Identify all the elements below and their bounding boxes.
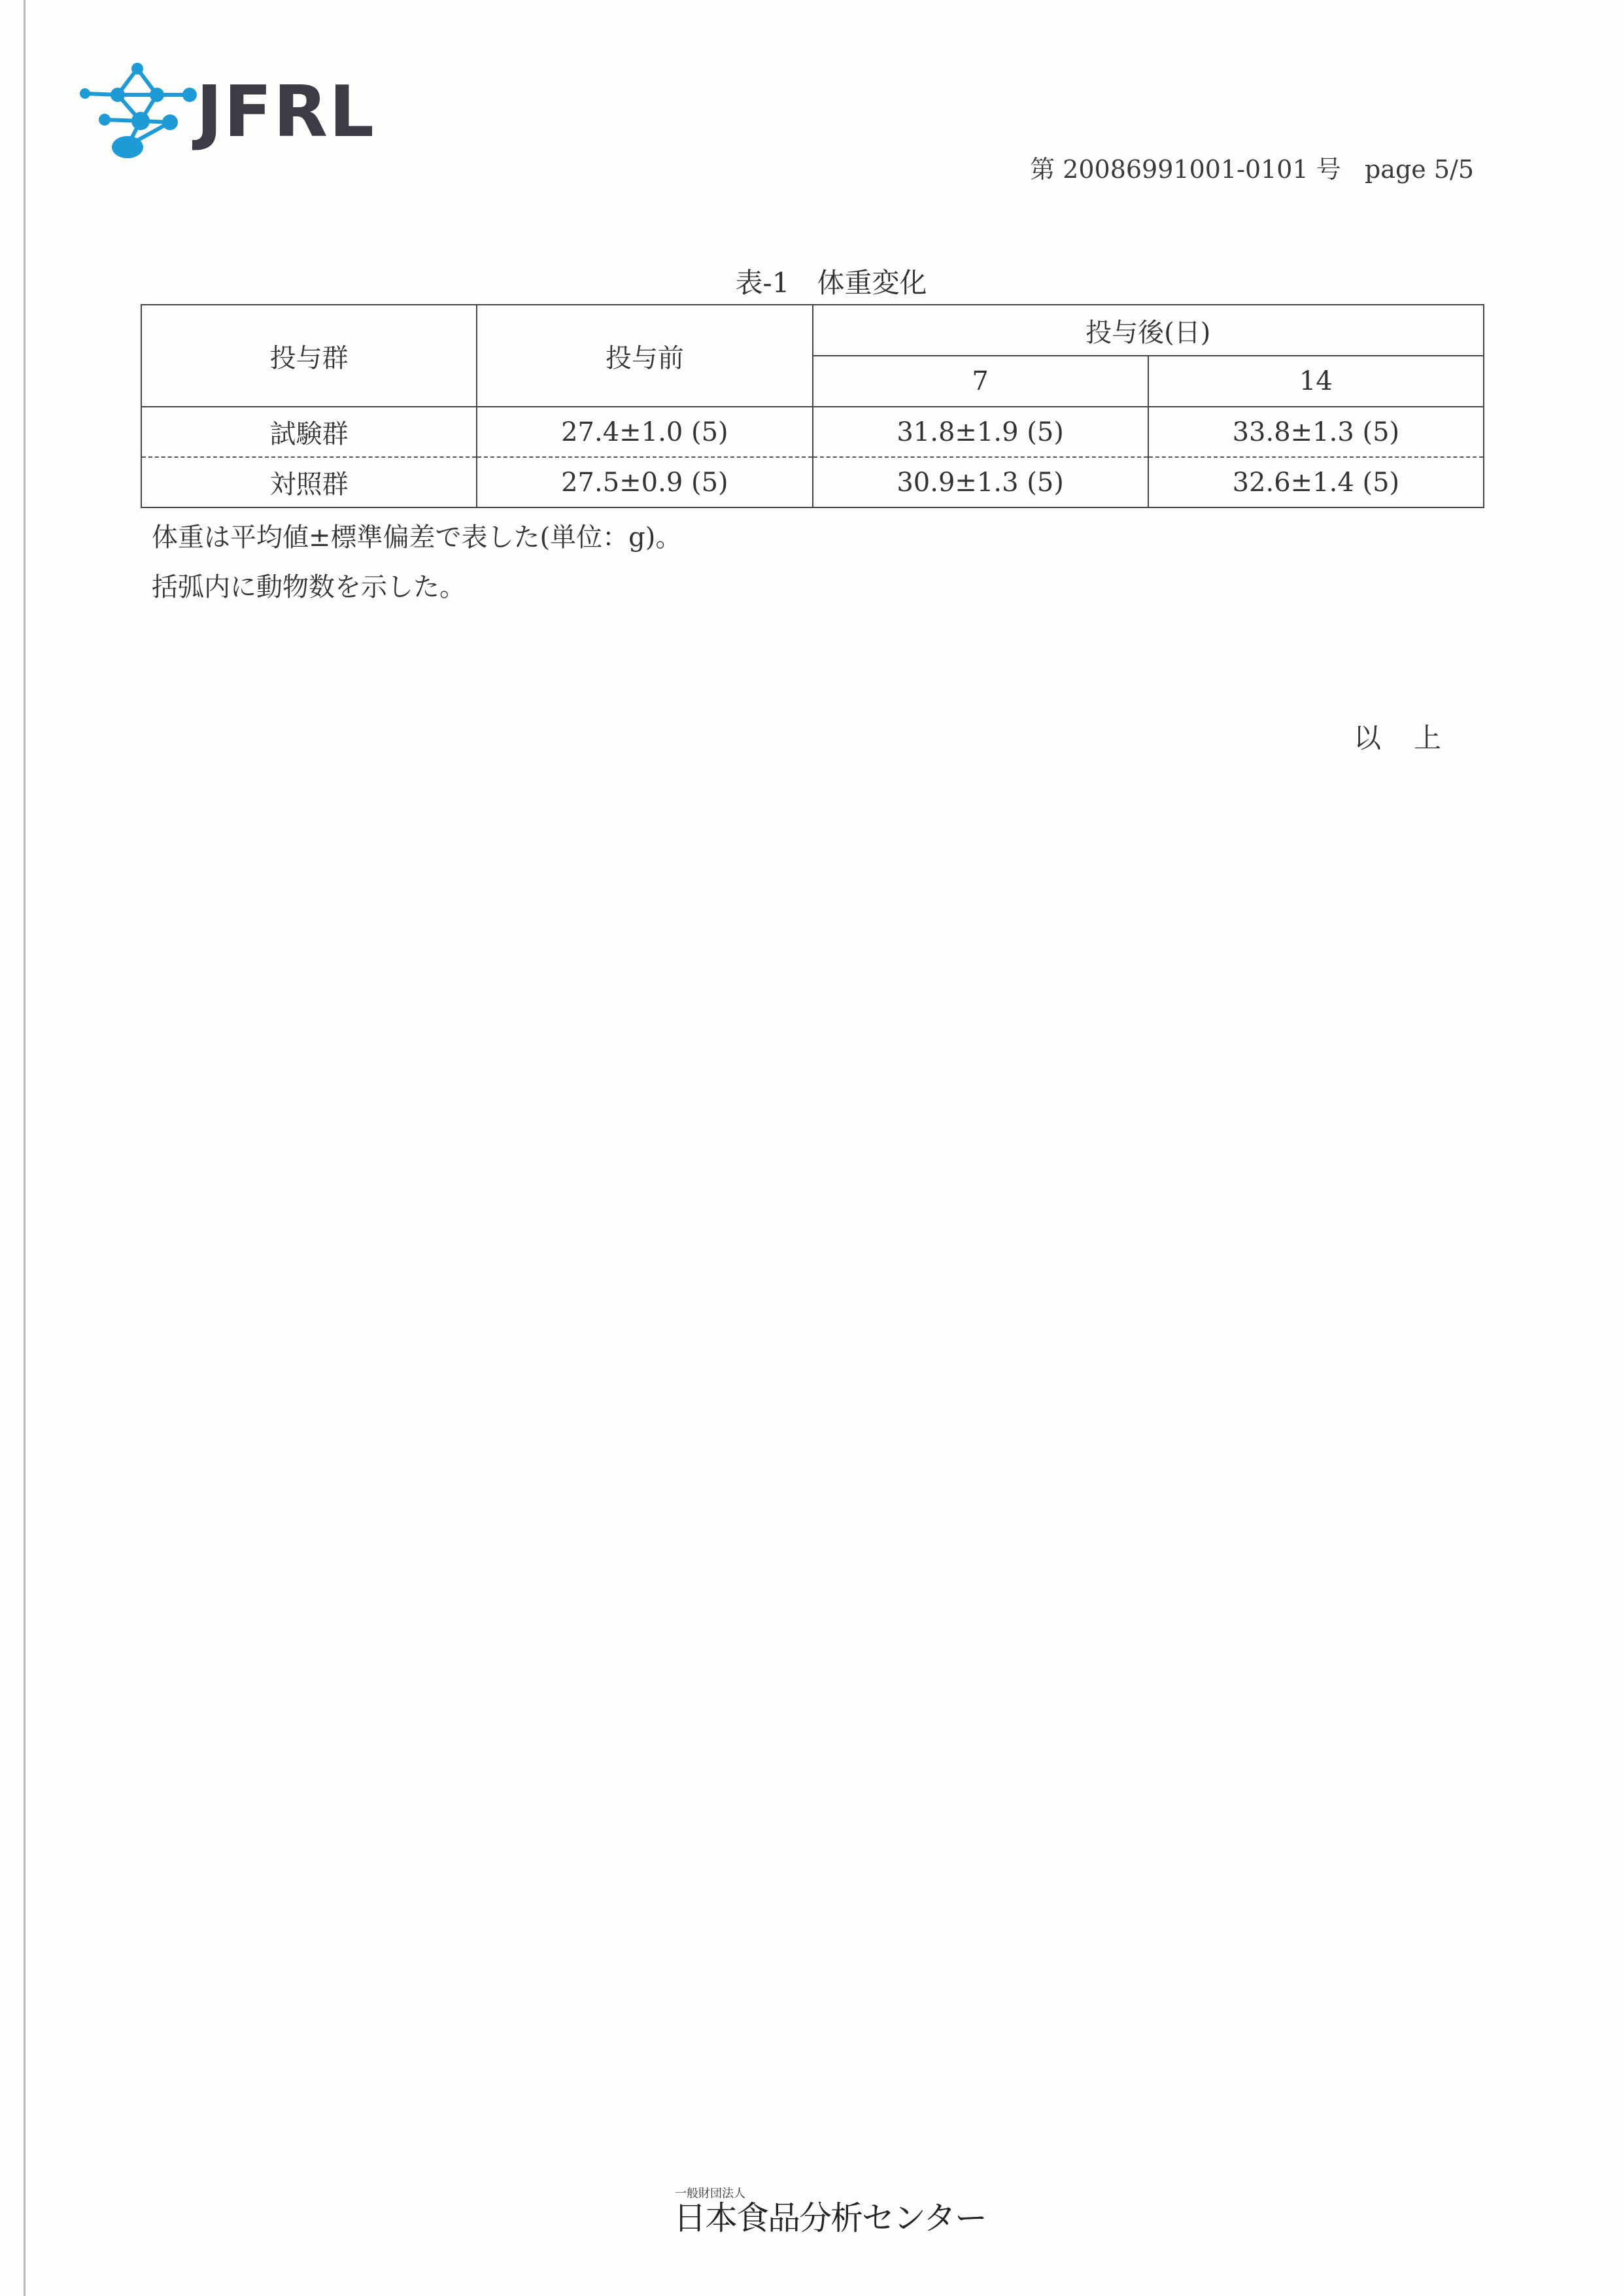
row-before: 27.5±0.9 (5) — [477, 457, 812, 507]
table-caption: 表-1 体重変化 — [735, 267, 927, 299]
header-before: 投与前 — [477, 305, 812, 407]
logo-text: JFRL — [196, 71, 375, 153]
header-group: 投与群 — [141, 305, 477, 407]
document-number: 第 20086991001-0101 号 page 5/5 — [1030, 155, 1474, 184]
header-after: 投与後(日) — [813, 305, 1484, 356]
note-unit: 体重は平均値±標準偏差で表した(単位：g)。 — [152, 523, 682, 553]
row-group: 試験群 — [141, 407, 477, 457]
table-row — [141, 407, 1484, 457]
footer-org-name: 日本食品分析センター — [674, 2199, 986, 2237]
row-day14: 33.8±1.3 (5) — [1148, 407, 1484, 457]
end-mark: 以上 — [1353, 722, 1474, 754]
row-day14: 32.6±1.4 (5) — [1148, 457, 1484, 507]
row-group: 対照群 — [141, 457, 477, 507]
table-row — [141, 457, 1484, 507]
footer-organization — [674, 2187, 986, 2236]
footer-org-prefix: 一般財団法人 — [675, 2187, 745, 2201]
scan-edge-line — [24, 0, 26, 2296]
body-weight-table — [141, 304, 1484, 508]
row-day7: 31.8±1.9 (5) — [813, 407, 1148, 457]
header-day14: 14 — [1148, 356, 1484, 407]
note-animal-count: 括弧内に動物数を示した。 — [152, 572, 466, 602]
row-day7: 30.9±1.3 (5) — [813, 457, 1148, 507]
header-day7: 7 — [813, 356, 1148, 407]
row-before: 27.4±1.0 (5) — [477, 407, 812, 457]
